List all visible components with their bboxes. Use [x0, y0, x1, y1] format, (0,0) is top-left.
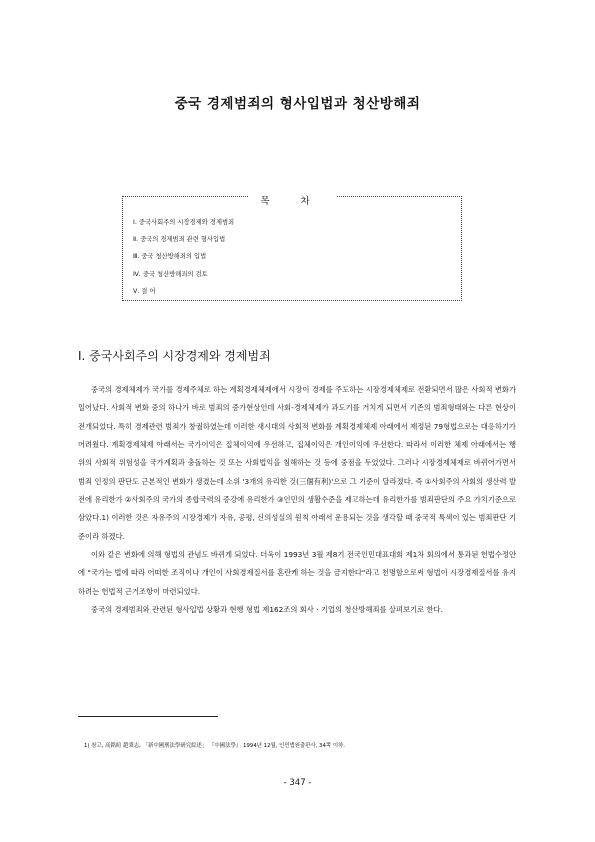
toc-item: Ⅰ. 중국사회주의 시장경제와 경제범죄 [133, 219, 235, 226]
toc-list [133, 218, 234, 304]
toc-item: Ⅱ. 중국의 경제범죄 관련 형사입법 [133, 236, 226, 244]
paragraph: 이와 같은 변화에 의해 형법의 관념도 바뀌게 되었다. 더욱이 1993년 3월 제8기 전국인민대표대회 제1차 회의에서 통과된 헌법수정안에 "국가는 법에 따라 어떠한 조직이나 개인이 사회경제질서를 혼란케 하는 것을 금지한다"라고 천명함으로써 형법이 시장경제질서를 유지하려는 헌법적 근거조항이 마련되었다. [78, 550, 516, 596]
toc-item: Ⅴ. 결 어 [133, 287, 156, 295]
paragraph: 중국의 경제범죄와 관련된 형사입법 상황과 현행 형법 제162조의 회사ㆍ기업의 청산방해죄를 살펴보기로 한다. [91, 605, 443, 615]
body-text [78, 381, 516, 619]
paper-title: 중국 경제범죄의 형사입법과 청산방해죄 [174, 96, 421, 112]
toc-item: Ⅲ. 중국 청산방해죄의 입법 [133, 253, 207, 261]
toc-heading: 목 차 [248, 196, 335, 207]
paragraph: 중국의 경제체제가 국가를 경제주체로 하는 계획경제체제에서 시장이 경제를 주도하는 시장경제체제로 전환되면서 많은 사회적 변화가 일어났다. 사회적 변화 중의 하나가 바로 범죄의 증가현상인데 사회-경제체제가 과도기를 거치게 되면서 기존의 범죄형태와는 다른 현상이 전개되었다. 특히 경제관련 범죄가 창궐하였는데 이러한 새시대의 사회적 변화를 계획경제체제 아래에서 제정된 79형법으로는 대응하기가 어려웠다. 계획경제체제 아래서는 국가이익은 집체이익에 우선하고, 집체이익은 개인이익에 우선한다. 따라서 이러한 체제 아래에서는 행위의 사회적 위험성을 국가계획과 충돌하는 것 또는 사회법익을 침해하는 것 등에 중점을 두었었다. 그러나 시장경제체제로 바뀌어가면서 범죄 인정의 판단도 근본적인 변화가 생겼는데 소위 '3개의 유리한 것(三個有利)'으로 그 기준이 달라졌다. 즉 ①사회주의 사회의 생산력 발전에 유리한가 ②사회주의 국가의 종합국력의 증강에 유리한가 ③인민의 생활수준을 제고하는데 유리한가를 범죄판단의 주요 가치기준으로 삼았다.1) 이러한 것은 자유주의 시장경제가 자유, 공평, 신의성실의 원칙 아래서 운용되는 것을 생각할 때 중국적 특색이 있는 범죄판단 기준이라 하겠다. [78, 385, 516, 541]
footnote: 1) 참고, 高銘暄 趙秉志, 「新中國刑法學研究綜述」 『中國法學』 1994년 12월, 인민법원출판사, 34쪽 이하. [84, 743, 345, 749]
toc-item: Ⅳ. 중국 청산방해죄의 검토 [133, 270, 208, 278]
table-of-contents [122, 196, 462, 301]
page-number: - 347 - [283, 778, 312, 788]
footnote-divider [78, 716, 218, 717]
section-heading: Ⅰ. 중국사회주의 시장경제와 경제범죄 [78, 349, 271, 363]
